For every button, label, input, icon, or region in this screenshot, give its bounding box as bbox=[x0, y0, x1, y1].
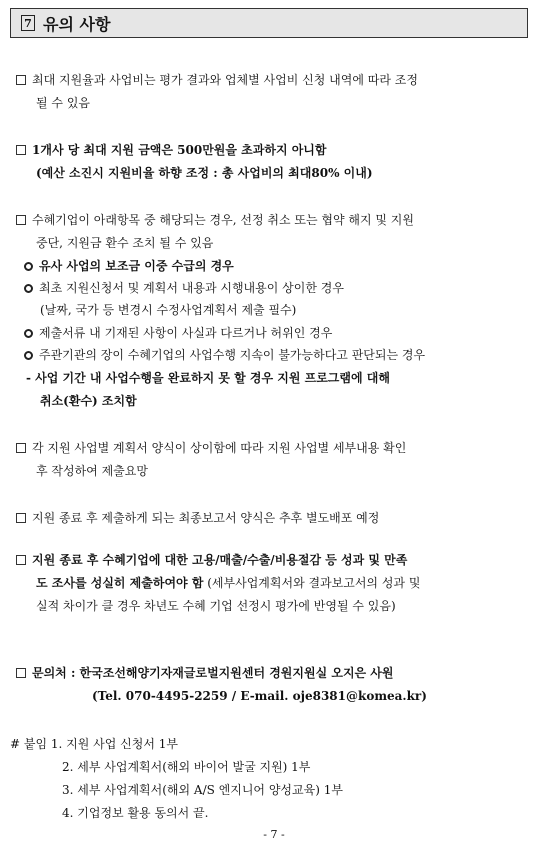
item-3-sub-1: 유사 사업의 보조금 이중 수급의 경우 bbox=[24, 258, 234, 274]
attachment-1: # 붙임 1. 지원 사업 신청서 1부 bbox=[10, 737, 178, 751]
item-3-sub-5-line-2: 취소(환수) 조치함 bbox=[40, 394, 137, 408]
item-6-line-1: 지원 종료 후 수혜기업에 대한 고용/매출/수출/비용절감 등 성과 및 만족 bbox=[16, 552, 407, 568]
item-1-line-1: 최대 지원율과 사업비는 평가 결과와 업체별 사업비 신청 내역에 따라 조정 bbox=[16, 72, 418, 88]
checkbox-square-icon bbox=[16, 668, 26, 678]
item-2-line-1: 1개사 당 최대 지원 금액은 500만원을 초과하지 아니함 bbox=[16, 142, 326, 158]
item-3-line-2: 중단, 지원금 환수 조치 될 수 있음 bbox=[36, 236, 214, 250]
item-2-line-2: (예산 소진시 지원비율 하향 조정 : 총 사업비의 최대80% 이내) bbox=[36, 166, 373, 180]
checkbox-square-icon bbox=[16, 513, 26, 523]
section-number: 7 bbox=[21, 15, 35, 31]
checkbox-square-icon bbox=[16, 145, 26, 155]
section-header bbox=[10, 8, 528, 38]
attachment-2: 2. 세부 사업계획서(해외 바이어 발굴 지원) 1부 bbox=[62, 760, 311, 774]
item-3-sub-2: 최초 지원신청서 및 계획서 내용과 시행내용이 상이한 경우 bbox=[24, 280, 344, 296]
attachment-3: 3. 세부 사업계획서(해외 A/S 엔지니어 양성교육) 1부 bbox=[62, 783, 343, 797]
item-3-sub-5-line-1: - 사업 기간 내 사업수행을 완료하지 못 할 경우 지원 프로그램에 대해 bbox=[26, 371, 390, 385]
page-number: - 7 - bbox=[263, 828, 285, 841]
contact-line-1: 문의처 : 한국조선해양기자재글로벌지원센터 경원지원실 오지은 사원 bbox=[16, 665, 394, 681]
checkbox-square-icon bbox=[16, 443, 26, 453]
contact-line-2: (Tel. 070-4495-2259 / E-mail. oje8381@komea.kr) bbox=[92, 689, 427, 703]
item-4-line-1: 각 지원 사업별 계획서 양식이 상이함에 따라 지원 사업별 세부내용 확인 bbox=[16, 440, 406, 456]
item-3-sub-3: 제출서류 내 기재된 사항이 사실과 다르거나 허위인 경우 bbox=[24, 325, 332, 341]
item-3-line-1: 수혜기업이 아래항목 중 해당되는 경우, 선정 취소 또는 협약 해지 및 지원 bbox=[16, 212, 414, 228]
item-6-line-2: 도 조사를 성실히 제출하여야 함 (세부사업계획서와 결과보고서의 성과 및 bbox=[36, 576, 421, 590]
item-3-sub-4: 주관기관의 장이 수혜기업의 사업수행 지속이 불가능하다고 판단되는 경우 bbox=[24, 347, 425, 363]
checkbox-square-icon bbox=[16, 215, 26, 225]
item-5-line-1: 지원 종료 후 제출하게 되는 최종보고서 양식은 추후 별도배포 예정 bbox=[16, 510, 379, 526]
circle-bullet-icon bbox=[24, 262, 33, 271]
circle-bullet-icon bbox=[24, 284, 33, 293]
section-title: 유의 사항 bbox=[43, 14, 111, 34]
item-1-line-2: 될 수 있음 bbox=[36, 96, 90, 110]
item-4-line-2: 후 작성하여 제출요망 bbox=[36, 464, 148, 478]
attachment-4: 4. 기업정보 활용 동의서 끝. bbox=[62, 806, 209, 820]
checkbox-square-icon bbox=[16, 555, 26, 565]
item-6-line-3: 실적 차이가 클 경우 차년도 수혜 기업 선정시 평가에 반영될 수 있음) bbox=[36, 599, 396, 613]
item-3-sub-2-note: (날짜, 국가 등 변경시 수정사업계획서 제출 필수) bbox=[40, 303, 297, 317]
circle-bullet-icon bbox=[24, 329, 33, 338]
circle-bullet-icon bbox=[24, 351, 33, 360]
checkbox-square-icon bbox=[16, 75, 26, 85]
